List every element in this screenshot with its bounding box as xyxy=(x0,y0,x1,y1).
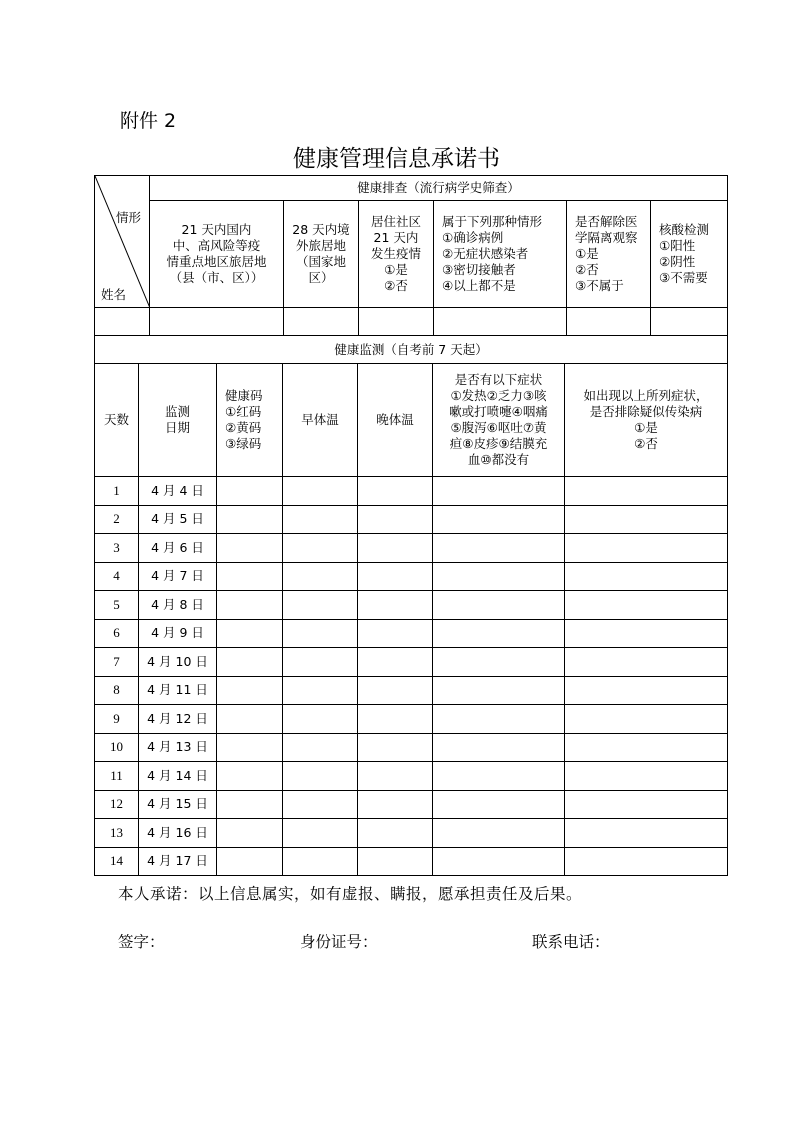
col-case-category: 属于下列那种情形 ①确诊病例 ②无症状感染者 ③密切接触者 ④以上都不是 xyxy=(434,201,567,308)
symptoms-cell[interactable] xyxy=(433,790,565,819)
infection-excluded-cell[interactable] xyxy=(565,477,728,506)
signature-label: 签字： xyxy=(118,933,165,951)
health-code-cell[interactable] xyxy=(217,762,283,791)
day-cell: 8 xyxy=(95,676,139,705)
day-cell: 10 xyxy=(95,733,139,762)
morning-temp-cell[interactable] xyxy=(283,619,358,648)
day-cell: 9 xyxy=(95,705,139,734)
morning-temp-cell[interactable] xyxy=(283,733,358,762)
screening-entry-row xyxy=(95,308,728,336)
morning-temp-cell[interactable] xyxy=(283,847,358,876)
evening-temp-cell[interactable] xyxy=(358,819,433,848)
morning-temp-cell[interactable] xyxy=(283,477,358,506)
corner-label-situation: 情形 xyxy=(115,210,141,225)
health-code-cell[interactable] xyxy=(217,648,283,677)
morning-temp-cell[interactable] xyxy=(283,762,358,791)
evening-temp-cell[interactable] xyxy=(358,648,433,677)
col-date: 监测 日期 xyxy=(139,364,217,477)
date-cell: 4 月 6 日 xyxy=(139,534,217,563)
monitoring-table xyxy=(94,335,728,876)
morning-temp-cell[interactable] xyxy=(283,790,358,819)
evening-temp-cell[interactable] xyxy=(358,534,433,563)
symptoms-cell[interactable] xyxy=(433,648,565,677)
screening-header: 健康排查（流行病学史筛查） xyxy=(150,176,728,201)
evening-temp-cell[interactable] xyxy=(358,477,433,506)
evening-temp-cell[interactable] xyxy=(358,505,433,534)
entry-quarantine[interactable] xyxy=(567,308,651,336)
day-cell: 12 xyxy=(95,790,139,819)
col-domestic-risk-area: 21 天内国内 中、高风险等疫 情重点地区旅居地 （县（市、区）） xyxy=(150,201,284,308)
table-row xyxy=(95,733,728,762)
evening-temp-cell[interactable] xyxy=(358,733,433,762)
infection-excluded-cell[interactable] xyxy=(565,847,728,876)
health-code-cell[interactable] xyxy=(217,477,283,506)
health-code-cell[interactable] xyxy=(217,676,283,705)
day-cell: 3 xyxy=(95,534,139,563)
symptoms-cell[interactable] xyxy=(433,619,565,648)
evening-temp-cell[interactable] xyxy=(358,562,433,591)
symptoms-cell[interactable] xyxy=(433,762,565,791)
table-row xyxy=(95,619,728,648)
date-cell: 4 月 17 日 xyxy=(139,847,217,876)
phone-label: 联系电话： xyxy=(532,933,610,951)
evening-temp-cell[interactable] xyxy=(358,591,433,620)
table-row xyxy=(95,562,728,591)
day-cell: 6 xyxy=(95,619,139,648)
monitoring-header: 健康监测（自考前 7 天起） xyxy=(95,336,728,364)
table-row xyxy=(95,534,728,563)
corner-header-cell xyxy=(95,176,150,308)
health-code-cell[interactable] xyxy=(217,562,283,591)
symptoms-cell[interactable] xyxy=(433,534,565,563)
entry-domestic[interactable] xyxy=(150,308,284,336)
date-cell: 4 月 13 日 xyxy=(139,733,217,762)
col-quarantine-released: 是否解除医 学隔离观察 ①是 ②否 ③不属于 xyxy=(567,201,651,308)
symptoms-cell[interactable] xyxy=(433,591,565,620)
infection-excluded-cell[interactable] xyxy=(565,534,728,563)
infection-excluded-cell[interactable] xyxy=(565,676,728,705)
evening-temp-cell[interactable] xyxy=(358,619,433,648)
table-row xyxy=(95,847,728,876)
table-row xyxy=(95,477,728,506)
date-cell: 4 月 4 日 xyxy=(139,477,217,506)
infection-excluded-cell[interactable] xyxy=(565,819,728,848)
entry-community[interactable] xyxy=(359,308,434,336)
col-day: 天数 xyxy=(95,364,139,477)
morning-temp-cell[interactable] xyxy=(283,591,358,620)
health-code-cell[interactable] xyxy=(217,705,283,734)
symptoms-cell[interactable] xyxy=(433,477,565,506)
col-evening-temp: 晚体温 xyxy=(358,364,433,477)
health-code-cell[interactable] xyxy=(217,619,283,648)
health-code-cell[interactable] xyxy=(217,790,283,819)
infection-excluded-cell[interactable] xyxy=(565,762,728,791)
entry-name[interactable] xyxy=(95,308,150,336)
table-row xyxy=(95,705,728,734)
infection-excluded-cell[interactable] xyxy=(565,505,728,534)
morning-temp-cell[interactable] xyxy=(283,648,358,677)
health-code-cell[interactable] xyxy=(217,591,283,620)
entry-category[interactable] xyxy=(434,308,567,336)
evening-temp-cell[interactable] xyxy=(358,847,433,876)
morning-temp-cell[interactable] xyxy=(283,562,358,591)
col-morning-temp: 早体温 xyxy=(283,364,358,477)
col-symptoms: 是否有以下症状 ①发热②乏力③咳 嗽或打喷嚏④咽痛 ⑤腹泻⑥呕吐⑦黄 疸⑧皮疹⑨结膜充 血⑩都没有 xyxy=(433,364,565,477)
col-community-outbreak: 居住社区 21 天内 发生疫情 ①是 ②否 xyxy=(359,201,434,308)
infection-excluded-cell[interactable] xyxy=(565,619,728,648)
day-cell: 7 xyxy=(95,648,139,677)
evening-temp-cell[interactable] xyxy=(358,676,433,705)
day-cell: 14 xyxy=(95,847,139,876)
symptoms-cell[interactable] xyxy=(433,847,565,876)
symptoms-cell[interactable] xyxy=(433,676,565,705)
table-row xyxy=(95,648,728,677)
health-code-cell[interactable] xyxy=(217,505,283,534)
evening-temp-cell[interactable] xyxy=(358,705,433,734)
morning-temp-cell[interactable] xyxy=(283,534,358,563)
day-cell: 1 xyxy=(95,477,139,506)
day-cell: 2 xyxy=(95,505,139,534)
infection-excluded-cell[interactable] xyxy=(565,790,728,819)
table-row xyxy=(95,505,728,534)
table-row xyxy=(95,790,728,819)
infection-excluded-cell[interactable] xyxy=(565,733,728,762)
col-infection-excluded: 如出现以上所列症状， 是否排除疑似传染病 ①是 ②否 xyxy=(565,364,728,477)
table-row xyxy=(95,676,728,705)
morning-temp-cell[interactable] xyxy=(283,505,358,534)
day-cell: 11 xyxy=(95,762,139,791)
day-cell: 5 xyxy=(95,591,139,620)
date-cell: 4 月 15 日 xyxy=(139,790,217,819)
health-code-cell[interactable] xyxy=(217,733,283,762)
table-row xyxy=(95,591,728,620)
evening-temp-cell[interactable] xyxy=(358,790,433,819)
col-overseas-travel: 28 天内境 外旅居地 （国家地 区） xyxy=(284,201,359,308)
date-cell: 4 月 9 日 xyxy=(139,619,217,648)
symptoms-cell[interactable] xyxy=(433,505,565,534)
date-cell: 4 月 16 日 xyxy=(139,819,217,848)
infection-excluded-cell[interactable] xyxy=(565,591,728,620)
date-cell: 4 月 12 日 xyxy=(139,705,217,734)
health-code-cell[interactable] xyxy=(217,534,283,563)
morning-temp-cell[interactable] xyxy=(283,676,358,705)
symptoms-cell[interactable] xyxy=(433,733,565,762)
morning-temp-cell[interactable] xyxy=(283,819,358,848)
col-health-code: 健康码 ①红码 ②黄码 ③绿码 xyxy=(217,364,283,477)
health-code-cell[interactable] xyxy=(217,819,283,848)
entry-overseas[interactable] xyxy=(284,308,359,336)
symptoms-cell[interactable] xyxy=(433,562,565,591)
corner-label-name: 姓名 xyxy=(101,287,127,302)
entry-nucleic[interactable] xyxy=(651,308,728,336)
attachment-label: 附件 2 xyxy=(120,110,177,132)
date-cell: 4 月 11 日 xyxy=(139,676,217,705)
pledge-statement: 本人承诺：以上信息属实，如有虚报、瞒报，愿承担责任及后果。 xyxy=(118,885,583,903)
morning-temp-cell[interactable] xyxy=(283,705,358,734)
infection-excluded-cell[interactable] xyxy=(565,648,728,677)
symptoms-cell[interactable] xyxy=(433,819,565,848)
date-cell: 4 月 5 日 xyxy=(139,505,217,534)
symptoms-cell[interactable] xyxy=(433,705,565,734)
infection-excluded-cell[interactable] xyxy=(565,562,728,591)
screening-table xyxy=(94,175,728,336)
date-cell: 4 月 14 日 xyxy=(139,762,217,791)
table-row xyxy=(95,819,728,848)
date-cell: 4 月 8 日 xyxy=(139,591,217,620)
day-cell: 13 xyxy=(95,819,139,848)
evening-temp-cell[interactable] xyxy=(358,762,433,791)
day-cell: 4 xyxy=(95,562,139,591)
date-cell: 4 月 7 日 xyxy=(139,562,217,591)
health-code-cell[interactable] xyxy=(217,847,283,876)
col-nucleic-test: 核酸检测 ①阳性 ②阴性 ③不需要 xyxy=(651,201,728,308)
infection-excluded-cell[interactable] xyxy=(565,705,728,734)
date-cell: 4 月 10 日 xyxy=(139,648,217,677)
table-row xyxy=(95,762,728,791)
document-title: 健康管理信息承诺书 xyxy=(293,146,500,172)
id-number-label: 身份证号： xyxy=(300,933,378,951)
